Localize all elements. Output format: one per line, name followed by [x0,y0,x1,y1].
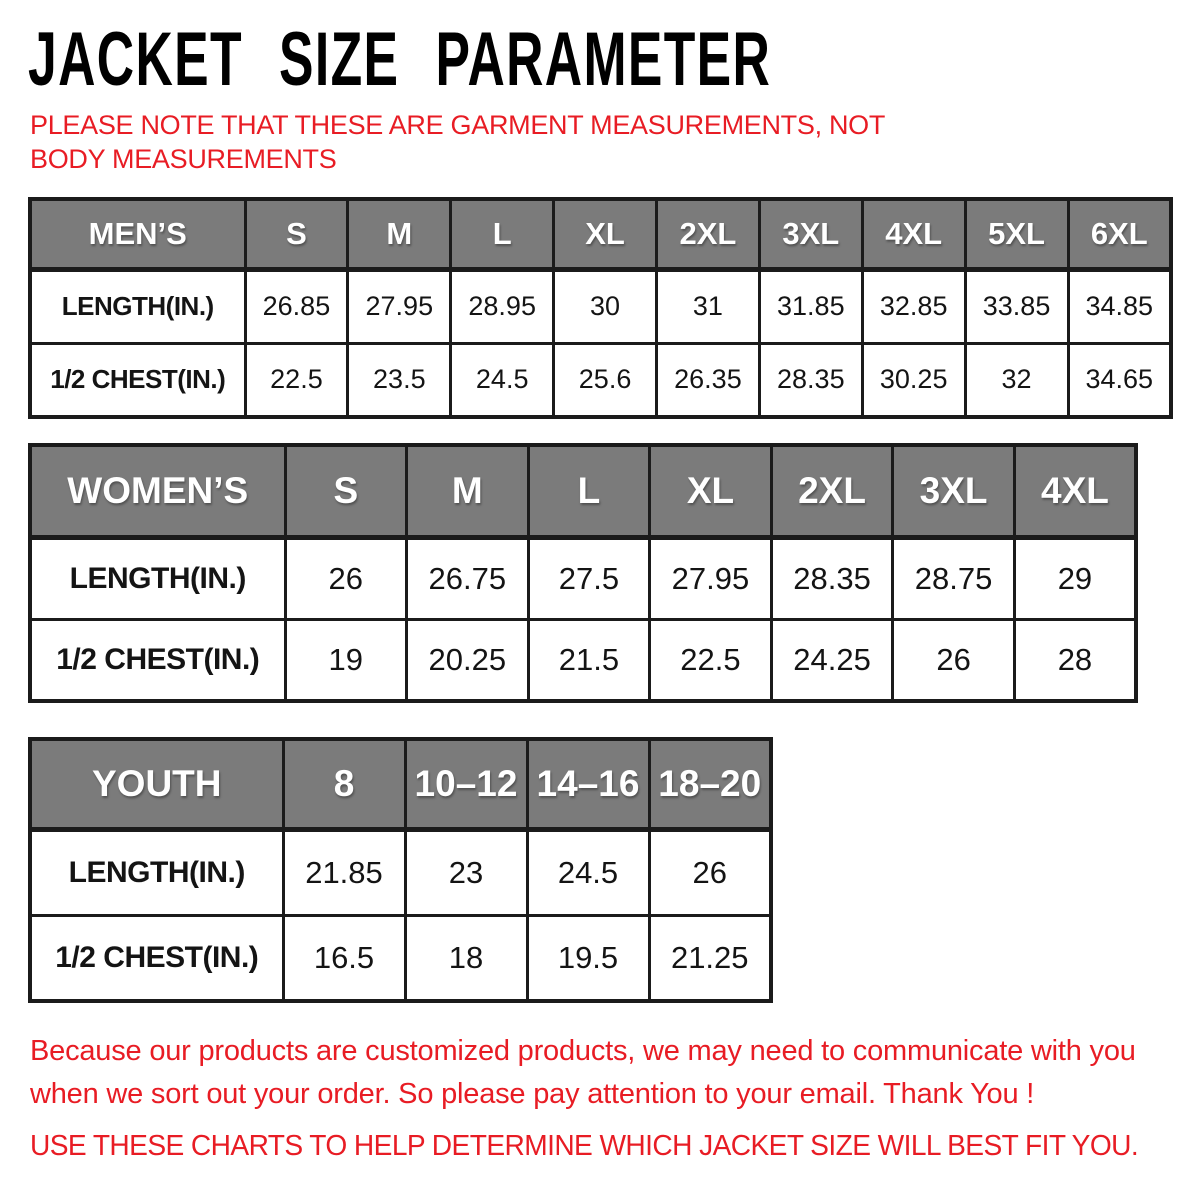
size-header-row [30,199,1171,269]
size-column-header: 5XL [965,199,1068,269]
mens-size-table [28,197,1173,419]
size-column-header: 3XL [759,199,862,269]
measurement-cell: 32 [965,343,1068,417]
row-label: LENGTH(IN.) [30,537,285,619]
measurement-row [30,829,771,915]
measurement-cell: 21.5 [528,619,650,701]
youth-size-table-section [28,737,773,1003]
size-column-header: 4XL [1014,445,1136,537]
measurement-cell: 24.5 [527,829,649,915]
youth-table-title-cell: YOUTH [30,739,283,829]
measurement-row [30,343,1171,417]
measurement-cell: 26 [893,619,1015,701]
mens-size-table-section [28,197,1173,419]
size-column-header: XL [650,445,772,537]
size-column-header: S [245,199,348,269]
mens-table-title-cell: MEN’S [30,199,245,269]
womens-size-table-section [28,443,1138,703]
measurement-cell: 28 [1014,619,1136,701]
womens-size-table [28,443,1138,703]
measurement-cell: 26.35 [657,343,760,417]
measurement-cell: 20.25 [407,619,529,701]
measurement-cell: 28.35 [771,537,893,619]
measurement-cell: 27.95 [348,269,451,343]
measurement-cell: 23 [405,829,527,915]
measurement-cell: 27.5 [528,537,650,619]
row-label: LENGTH(IN.) [30,269,245,343]
measurement-cell: 31 [657,269,760,343]
size-column-header: 10–12 [405,739,527,829]
measurement-row [30,915,771,1001]
measurement-cell: 26 [285,537,407,619]
chart-usage-note: USE THESE CHARTS TO HELP DETERMINE WHICH JACKET SIZE WILL BEST FIT YOU. [30,1130,1139,1162]
size-column-header: L [451,199,554,269]
size-column-header: M [348,199,451,269]
size-header-row [30,739,771,829]
measurement-cell: 23.5 [348,343,451,417]
measurement-cell: 33.85 [965,269,1068,343]
measurement-cell: 22.5 [650,619,772,701]
garment-measurement-note: PLEASE NOTE THAT THESE ARE GARMENT MEASUREMENTS, NOT BODY MEASUREMENTS [30,110,885,174]
womens-table-title-cell: WOMEN’S [30,445,285,537]
page-title: JACKET SIZE PARAMETER [28,17,772,102]
measurement-cell: 22.5 [245,343,348,417]
measurement-cell: 34.85 [1068,269,1171,343]
measurement-cell: 18 [405,915,527,1001]
measurement-cell: 32.85 [862,269,965,343]
row-label: 1/2 CHEST(IN.) [30,915,283,1001]
size-column-header: 2XL [657,199,760,269]
measurement-cell: 28.35 [759,343,862,417]
measurement-cell: 24.5 [451,343,554,417]
measurement-cell: 16.5 [283,915,405,1001]
size-column-header: 2XL [771,445,893,537]
size-column-header: 6XL [1068,199,1171,269]
measurement-cell: 28.75 [893,537,1015,619]
measurement-cell: 26 [649,829,771,915]
size-column-header: 18–20 [649,739,771,829]
measurement-cell: 34.65 [1068,343,1171,417]
size-column-header: M [407,445,529,537]
row-label: LENGTH(IN.) [30,829,283,915]
measurement-cell: 29 [1014,537,1136,619]
measurement-row [30,537,1136,619]
measurement-row [30,619,1136,701]
measurement-cell: 19.5 [527,915,649,1001]
measurement-cell: 24.25 [771,619,893,701]
measurement-cell: 21.85 [283,829,405,915]
customization-contact-note: Because our products are customized products, we may need to communicate with you when we sort out your order. So please pay attention to your email. Thank You ! [30,1035,1136,1110]
size-column-header: 4XL [862,199,965,269]
measurement-cell: 30.25 [862,343,965,417]
measurement-cell: 19 [285,619,407,701]
size-column-header: L [528,445,650,537]
row-label: 1/2 CHEST(IN.) [30,343,245,417]
measurement-cell: 27.95 [650,537,772,619]
measurement-cell: 25.6 [554,343,657,417]
size-column-header: 3XL [893,445,1015,537]
youth-size-table [28,737,773,1003]
size-column-header: XL [554,199,657,269]
measurement-cell: 21.25 [649,915,771,1001]
size-column-header: 14–16 [527,739,649,829]
measurement-cell: 26.75 [407,537,529,619]
measurement-cell: 31.85 [759,269,862,343]
size-column-header: S [285,445,407,537]
measurement-cell: 30 [554,269,657,343]
size-header-row [30,445,1136,537]
measurement-cell: 26.85 [245,269,348,343]
row-label: 1/2 CHEST(IN.) [30,619,285,701]
measurement-row [30,269,1171,343]
measurement-cell: 28.95 [451,269,554,343]
size-column-header: 8 [283,739,405,829]
